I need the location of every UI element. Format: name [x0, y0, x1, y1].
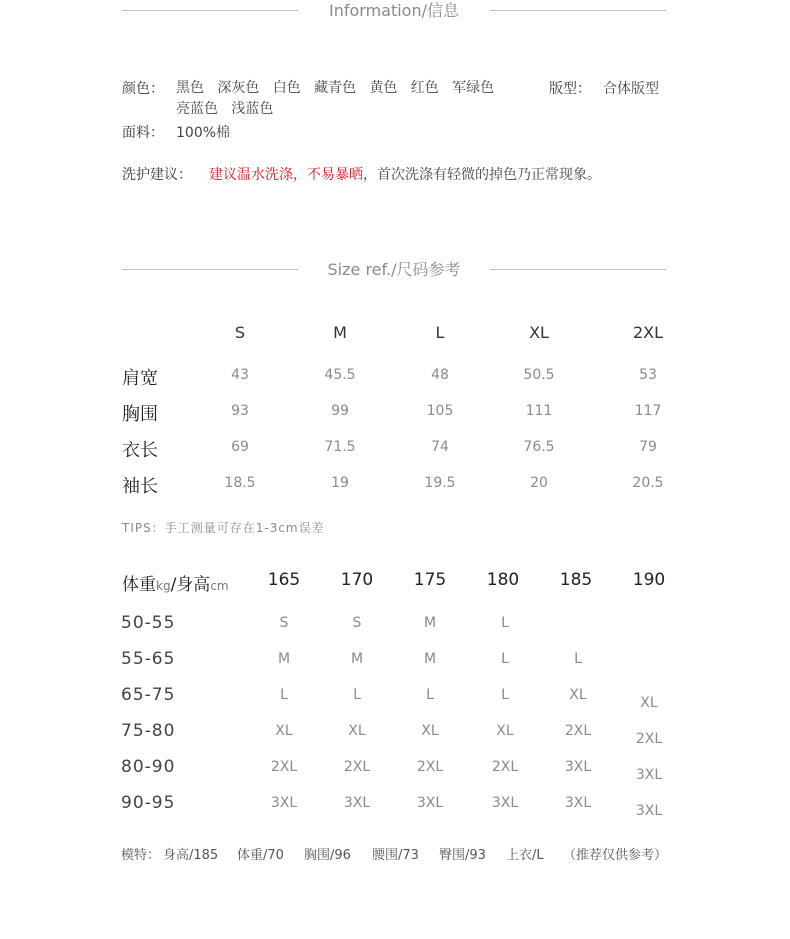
fabric-label: 面料： [122, 125, 164, 141]
weight-cell: L [501, 687, 509, 703]
weight-cell: 2XL [491, 759, 519, 775]
weight-cell: L [426, 687, 434, 703]
weight-cell: 3XL [270, 795, 298, 811]
color-yellow: 黄色 [369, 80, 398, 96]
size-row-label: 胸围 [122, 404, 158, 425]
size-header-s: S [234, 323, 246, 342]
weight-cell: 3XL [416, 795, 444, 811]
weight-cell: 3XL [491, 795, 519, 811]
model-weight: 体重/70 [237, 848, 284, 863]
size-section-title: Size ref./尺码参考 [327, 260, 461, 279]
info-title-rule-left [122, 10, 298, 11]
weight-cell: L [501, 651, 509, 667]
size-cell: 99 [331, 403, 349, 419]
care-highlight: 建议温水洗涤，不易暴晒 [209, 167, 363, 183]
weight-cell: XL [275, 723, 293, 739]
weight-cell: M [423, 651, 437, 667]
size-cell: 117 [634, 403, 662, 419]
model-label: 模特： [121, 848, 161, 863]
size-header-l: L [435, 323, 445, 342]
weight-row-label: 75-80 [121, 721, 176, 741]
weight-cell: 2XL [416, 759, 444, 775]
size-cell: 19 [331, 475, 349, 491]
weight-cell: XL [569, 687, 587, 703]
size-cell: 43 [231, 367, 249, 383]
weight-cell: 3XL [564, 759, 592, 775]
size-cell: 19.5 [424, 475, 456, 491]
weight-height-header [122, 570, 229, 595]
size-row-label: 肩宽 [122, 368, 158, 389]
weight-cell-190: 3XL [635, 803, 663, 819]
height-header: 180 [486, 570, 520, 590]
size-cell: 50.5 [523, 367, 555, 383]
weight-cell: 2XL [270, 759, 298, 775]
weight-row-label: 65-75 [121, 685, 176, 705]
size-cell: 69 [231, 439, 249, 455]
size-cell: 53 [639, 367, 657, 383]
size-cell: 45.5 [324, 367, 356, 383]
model-note: （推荐仅供参考） [563, 848, 668, 863]
size-cell: 76.5 [523, 439, 555, 455]
fabric-value: 100%棉 [176, 125, 231, 141]
model-waist: 腰围/73 [372, 848, 419, 863]
weight-cell: M [277, 651, 291, 667]
weight-cell: S [279, 615, 289, 631]
size-header-m: M [333, 323, 347, 342]
size-cell: 74 [431, 439, 449, 455]
height-header: 175 [413, 570, 447, 590]
model-height: 身高/185 [163, 848, 219, 863]
header-height: /身高 [170, 575, 211, 595]
weight-cell: XL [348, 723, 366, 739]
height-header: 190 [632, 570, 666, 590]
color-army-green: 军绿色 [452, 80, 495, 96]
fit-label: 版型： [549, 81, 591, 97]
size-row-label: 袖长 [122, 476, 158, 497]
header-weight-unit: kg [156, 579, 171, 593]
info-title-rule-right [490, 10, 666, 11]
size-header-2xl: 2XL [632, 323, 664, 342]
height-header: 185 [559, 570, 593, 590]
weight-row-label: 50-55 [121, 613, 176, 633]
weight-cell-190: 3XL [635, 767, 663, 783]
weight-cell: L [280, 687, 288, 703]
info-section-title: Information/信息 [328, 1, 459, 20]
color-light-blue: 浅蓝色 [231, 101, 274, 117]
weight-row-label: 90-95 [121, 793, 176, 813]
color-bright-blue: 亮蓝色 [176, 101, 218, 117]
care-text [209, 164, 601, 184]
header-height-unit: cm [210, 579, 229, 593]
model-top-size: 上衣/L [506, 848, 544, 863]
size-title-rule-left [122, 269, 298, 270]
color-label: 颜色： [122, 81, 164, 97]
weight-cell: XL [421, 723, 439, 739]
weight-cell: 2XL [564, 723, 592, 739]
model-chest: 胸围/96 [304, 848, 351, 863]
size-title-rule-right [490, 269, 666, 270]
weight-cell-190: XL [640, 695, 658, 711]
weight-cell: 3XL [564, 795, 592, 811]
size-header-xl: XL [529, 323, 549, 342]
size-row-label: 衣长 [122, 440, 158, 461]
fit-value: 合体版型 [603, 81, 659, 97]
weight-row-label: 80-90 [121, 757, 176, 777]
color-dark-gray: 深灰色 [217, 80, 260, 96]
weight-cell: L [501, 615, 509, 631]
size-cell: 71.5 [324, 439, 356, 455]
weight-cell: XL [496, 723, 514, 739]
care-rest: ，首次洗涤有轻微的掉色乃正常现象。 [363, 167, 601, 183]
size-cell: 20 [530, 475, 548, 491]
weight-cell: 3XL [343, 795, 371, 811]
size-cell: 105 [426, 403, 454, 419]
color-white: 白色 [272, 80, 301, 96]
size-cell: 79 [639, 439, 657, 455]
weight-row-label: 55-65 [121, 649, 176, 669]
header-weight: 体重 [122, 575, 156, 595]
size-cell: 18.5 [224, 475, 256, 491]
height-header: 170 [340, 570, 374, 590]
weight-cell: M [350, 651, 364, 667]
weight-cell: S [352, 615, 362, 631]
weight-cell: L [353, 687, 361, 703]
weight-cell: M [423, 615, 437, 631]
size-cell: 48 [431, 367, 449, 383]
color-navy: 藏青色 [314, 80, 357, 96]
height-header: 165 [267, 570, 301, 590]
color-black: 黑色 [176, 80, 204, 96]
size-cell: 20.5 [632, 475, 664, 491]
tips-note: TIPS：手工测量可存在1-3cm误差 [122, 521, 325, 535]
model-hip: 臀围/93 [439, 848, 486, 863]
weight-cell-190: 2XL [635, 731, 663, 747]
color-list [176, 78, 516, 120]
care-label: 洗护建议： [122, 167, 192, 183]
weight-cell: L [574, 651, 582, 667]
size-cell: 93 [231, 403, 249, 419]
weight-cell: 2XL [343, 759, 371, 775]
size-cell: 111 [525, 403, 553, 419]
color-red: 红色 [410, 80, 439, 96]
